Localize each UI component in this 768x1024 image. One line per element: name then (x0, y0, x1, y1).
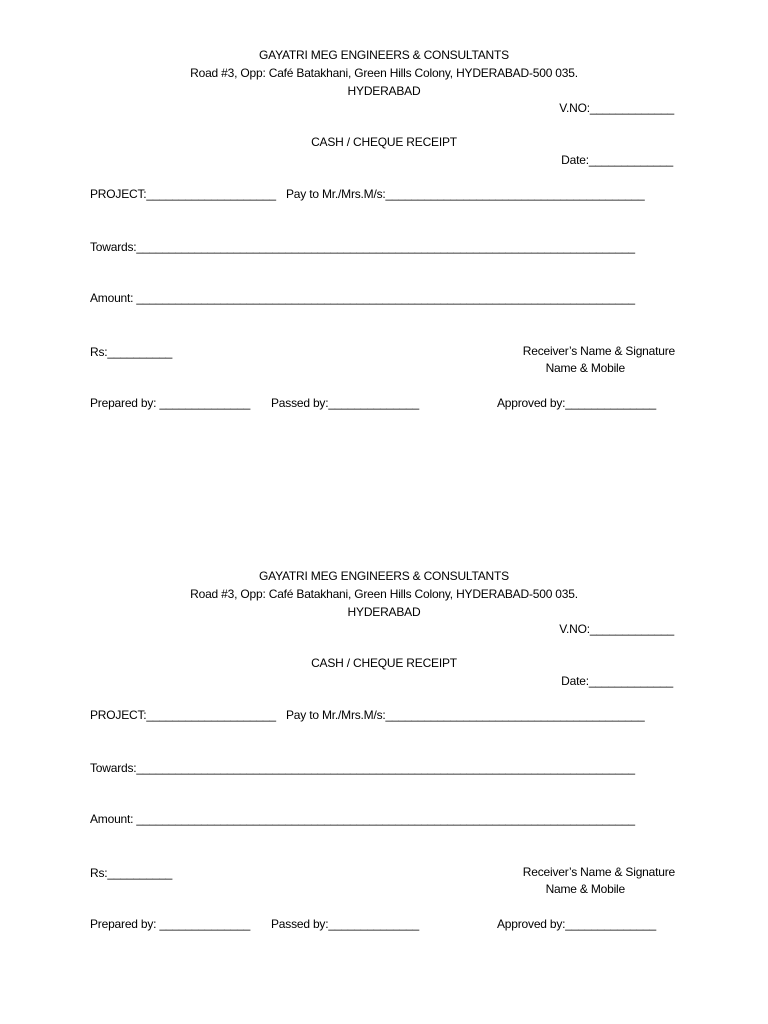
receipt-title: CASH / CHEQUE RECEIPT (311, 135, 457, 149)
approved-by-field: Approved by:______________ (497, 917, 656, 931)
passed-by-field: Passed by:______________ (271, 917, 420, 931)
prepared-by-field: Prepared by: ______________ (90, 917, 251, 931)
project-field: PROJECT:____________________ (90, 187, 276, 201)
date-field: Date:_____________ (561, 674, 673, 688)
receipt-title: CASH / CHEQUE RECEIPT (311, 656, 457, 670)
project-field: PROJECT:____________________ (90, 708, 276, 722)
receiver-mobile-label: Name & Mobile (545, 882, 625, 896)
passed-by-field: Passed by:______________ (271, 396, 420, 410)
receipt-2 (0, 521, 768, 931)
towards-field: Towards:_____________________________________________________________________________ (90, 761, 635, 775)
receipt-1 (0, 0, 768, 410)
pay-to-field: Pay to Mr./Mrs.M/s:________________________________________ (286, 708, 645, 722)
company-name: GAYATRI MEG ENGINEERS & CONSULTANTS (259, 569, 509, 583)
prepared-by-field: Prepared by: ______________ (90, 396, 251, 410)
receiver-signature-label: Receiver’s Name & Signature (522, 865, 675, 879)
approved-by-field: Approved by:______________ (497, 396, 656, 410)
rs-field: Rs:__________ (90, 345, 173, 359)
rs-field: Rs:__________ (90, 866, 173, 880)
company-address: Road #3, Opp: Café Batakhani, Green Hills Colony, HYDERABAD-500 035. (190, 66, 578, 80)
pay-to-field: Pay to Mr./Mrs.M/s:________________________________________ (286, 187, 645, 201)
receiver-mobile-label: Name & Mobile (545, 361, 625, 375)
company-city: HYDERABAD (347, 84, 421, 98)
date-field: Date:_____________ (561, 153, 673, 167)
receiver-signature-label: Receiver’s Name & Signature (522, 344, 675, 358)
towards-field: Towards:_____________________________________________________________________________ (90, 240, 635, 254)
voucher-number-field: V.NO:_____________ (559, 622, 674, 636)
company-address: Road #3, Opp: Café Batakhani, Green Hills Colony, HYDERABAD-500 035. (190, 587, 578, 601)
company-city: HYDERABAD (347, 605, 421, 619)
voucher-number-field: V.NO:_____________ (559, 101, 674, 115)
amount-field: Amount: _____________________________________________________________________________ (90, 812, 635, 826)
company-name: GAYATRI MEG ENGINEERS & CONSULTANTS (259, 48, 509, 62)
amount-field: Amount: _____________________________________________________________________________ (90, 291, 635, 305)
